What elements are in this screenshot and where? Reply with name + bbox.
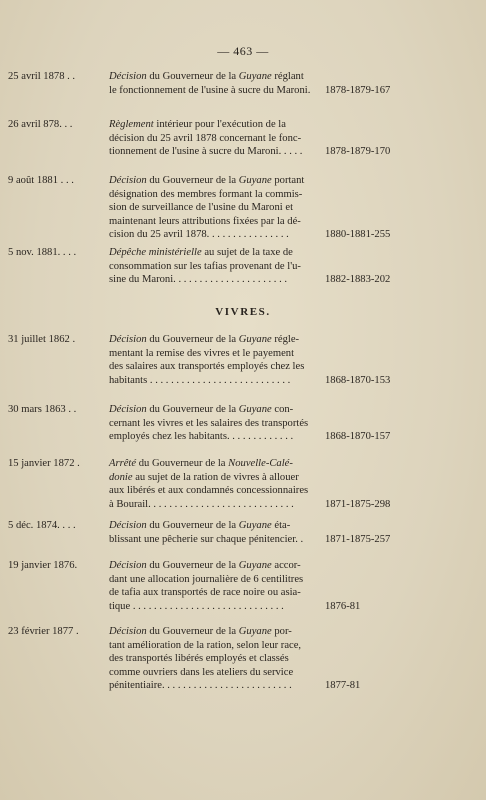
entry-date: 31 juillet 1862 . xyxy=(8,334,76,345)
entry-reference: 1868-1870-153 xyxy=(325,374,391,386)
section-title-vivres: VIVRES. xyxy=(215,306,271,318)
description-line: cernant les vivres et les salaires des transportés xyxy=(109,417,309,429)
description-line: des salaires aux transportés employés chez les xyxy=(109,361,305,373)
description-line: Règlement intérieur pour l'exécution de la xyxy=(109,119,286,130)
entry-description xyxy=(96,559,324,613)
description-line: employés chez les habitants. . . . . . . . . . . . . xyxy=(109,431,294,443)
description-line: mentant la remise des vivres et le payement xyxy=(109,347,295,359)
entry-reference: 1868-1870-157 xyxy=(325,431,391,443)
document-type: Décision xyxy=(109,334,147,345)
entry-date: 30 mars 1863 . . xyxy=(8,404,77,415)
description-line: sine du Maroni. . . . . . . . . . . . . . . . . . . . . . xyxy=(109,274,288,286)
entry-description xyxy=(96,174,324,242)
entry-description xyxy=(96,519,324,546)
description-line: habitants . . . . . . . . . . . . . . . . . . . . . . . . . . . xyxy=(109,374,291,386)
description-line: Dépêche ministérielle au sujet de la taxe de xyxy=(109,247,293,258)
entry-reference: 1871-1875-298 xyxy=(325,498,391,510)
description-line: décision du 25 avril 1878 concernant le fonc- xyxy=(109,132,302,144)
entry-date: 5 déc. 1874. . . . xyxy=(8,520,76,531)
entry-description xyxy=(96,403,324,444)
page-number: — 463 — xyxy=(217,44,269,58)
document-type: Décision xyxy=(109,520,147,531)
description-line: Décision du Gouverneur de la Guyane con- xyxy=(109,404,294,415)
description-line: cision du 25 avril 1878. . . . . . . . . . . . . . . . xyxy=(109,229,289,241)
description-line: tionnement de l'usine à sucre du Maroni. . . . . xyxy=(109,146,303,158)
description-line: tant amélioration de la ration, selon leur race, xyxy=(109,639,302,651)
entry-description xyxy=(96,70,324,97)
entry-description xyxy=(96,118,324,159)
description-line: consommation sur les tafias provenant de l'u- xyxy=(109,260,301,272)
entry-reference: 1882-1883-202 xyxy=(325,274,391,286)
entry-date: 26 avril 878. . . xyxy=(8,119,73,130)
entry-reference: 1871-1875-257 xyxy=(325,533,391,545)
description-line: sion de surveillance de l'usine du Maroni et xyxy=(109,202,294,214)
entry-reference: 1878-1879-167 xyxy=(325,84,391,96)
entry-date: 19 janvier 1876. xyxy=(8,560,78,571)
description-line: maintenant leurs attributions fixées par la dé- xyxy=(109,215,301,227)
description-line: aux libérés et aux condamnés concessionnaires xyxy=(109,485,309,497)
entry-description xyxy=(96,333,324,387)
entry-date: 25 avril 1878 . . xyxy=(8,71,76,82)
entry-reference: 1880-1881-255 xyxy=(325,229,391,241)
entry-date: 5 nov. 1881. . . . xyxy=(8,247,77,258)
entry-reference: 1877-81 xyxy=(325,680,361,692)
document-type: Décision xyxy=(109,560,147,571)
document-type: Décision xyxy=(109,175,147,186)
entry-date: 15 janvier 1872 . xyxy=(8,458,80,469)
description-line: Décision du Gouverneur de la Guyane réglant xyxy=(109,71,304,82)
description-line: Décision du Gouverneur de la Guyane por- xyxy=(109,626,292,637)
entry-description xyxy=(96,457,324,511)
description-line: pénitentiaire. . . . . . . . . . . . . . . . . . . . . . . . . xyxy=(109,680,292,692)
description-line: dant une allocation journalière de 6 centilitres xyxy=(109,573,304,585)
description-line: de tafia aux transportés de race noire ou asia- xyxy=(109,587,301,599)
description-line: blissant une pêcherie sur chaque pénitencier. . xyxy=(109,533,304,545)
entry-date: 9 août 1881 . . . xyxy=(8,175,74,186)
description-line: Décision du Gouverneur de la Guyane régle- xyxy=(109,334,300,345)
document-type: Dépêche ministérielle xyxy=(109,247,202,258)
entry-description xyxy=(96,246,324,287)
entry-reference: 1876-81 xyxy=(325,600,361,612)
description-line: Décision du Gouverneur de la Guyane portant xyxy=(109,175,305,186)
document-type: Décision xyxy=(109,404,147,415)
document-type: Décision xyxy=(109,626,147,637)
description-line: Décision du Gouverneur de la Guyane accor- xyxy=(109,560,301,571)
document-type: Arrêté xyxy=(109,458,137,469)
description-line: Décision du Gouverneur de la Guyane éta- xyxy=(109,520,291,531)
description-line: tique . . . . . . . . . . . . . . . . . . . . . . . . . . . . . xyxy=(109,600,284,612)
description-line: des transportés libérés employés et classés xyxy=(109,653,289,665)
document-type: Décision xyxy=(109,71,147,82)
description-line: désignation des membres formant la commis- xyxy=(109,188,303,200)
description-line: le fonctionnement de l'usine à sucre du Maroni. xyxy=(109,84,311,96)
entry-date: 23 février 1877 . xyxy=(8,626,79,637)
description-line: à Bourail. . . . . . . . . . . . . . . . . . . . . . . . . . . . xyxy=(109,498,294,510)
entry-reference: 1878-1879-170 xyxy=(325,146,391,158)
description-line: comme ouvriers dans les ateliers du service xyxy=(109,666,294,678)
description-line: donie au sujet de la ration de vivres à allouer xyxy=(109,471,299,483)
description-line: Arrêté du Gouverneur de la Nouvelle-Calé- xyxy=(109,458,293,469)
document-type: Règlement xyxy=(109,119,154,130)
entry-description xyxy=(96,625,324,693)
